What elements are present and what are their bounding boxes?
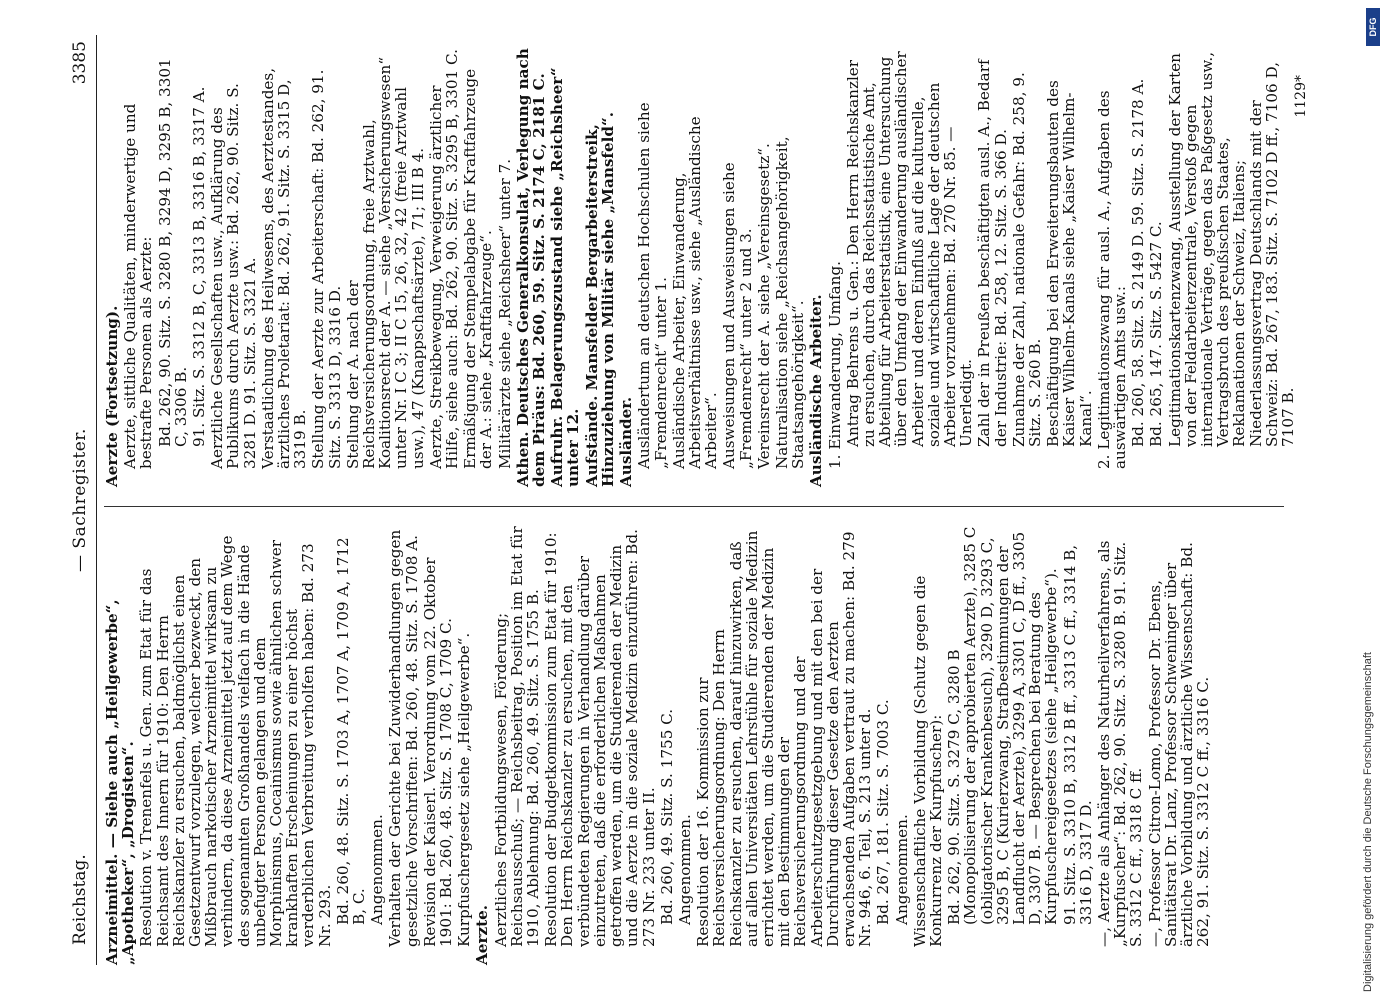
rotated-text-block bbox=[68, 35, 1358, 965]
column1-entry: Kurpfuschergesetz siehe „Heilgewerbe“. bbox=[455, 632, 474, 947]
column1-entry: Aerzte. bbox=[473, 904, 492, 965]
column2-entry: 2. Legitimationszwang für ausl. A., Aufgaben des auswärtigen Amts usw.: bbox=[1094, 90, 1129, 469]
column1-entry: Aerztliches Fortbildungswesen, Förderung; Reichsausschuß; — Reichsbeitrag, Position im Etat für 1910, Ablehnung: Bd. 260, 49. Sitz. S. 1755 B. bbox=[491, 526, 543, 947]
column2-entry: Bd. 265, 147. Sitz. S. 5427 C. bbox=[1147, 221, 1166, 447]
column2-entry: Stellung der A. nach der Reichsversicherungsordnung, freie Arztwahl, Koalitionsrecht der A. — siehe „Versicherungswesen“ unter Nr. I C 3; II C 15, 26, 32, 42 (freie Arztwahl usw.), 47 (Knappschaftsärzte), 71; III B 4. bbox=[343, 56, 427, 469]
column1-entry: Bd. 267, 181. Sitz. S. 7003 C. bbox=[874, 699, 893, 925]
column2-entry: Vereinsrecht der A. siehe „Vereinsgesetz“. bbox=[754, 143, 773, 469]
column1-entry: —, Aerzte als Anhänger des Naturheilverfahrens, als „Kurpfuscher“: Bd. 262, 90. Sitz. S. 3280 B. 91. Sitz. S. 3312 C ff., 3318 C ff. bbox=[1094, 540, 1146, 947]
column2-entry: Ausweisungen und Ausweisungen siehe „Fremdenrecht“ unter 2 und 3. bbox=[720, 162, 755, 469]
column2-entry: Bd. 262, 90. Sitz. S. 3280 B, 3294 D, 3295 B, 3301 C, 3306 B. bbox=[155, 58, 190, 447]
running-head-left: Reichstag. bbox=[70, 854, 90, 945]
column1-entry: —, Professor Citron-Lomo, Professor Dr. Ebens, Sanitätsrat Dr. Lanz, Professor Schweninger über ärztliche Vorbildung und ärztliche Wissenschaft: Bd. 262, 91. Sitz. S. 3312 C ff., 3316 C. bbox=[1145, 542, 1213, 947]
column2-entry: 1. Einwanderung, Umfang. bbox=[825, 261, 844, 469]
column2-entry: Aerzte, Streikbewegung, Verweigerung ärztlicher Hilfe, siehe auch: Bd. 262, 90. Sitz. S. 3295 B, 3301 C. bbox=[426, 49, 462, 469]
column2-entry: Bd. 260, 58. Sitz. S. 2149 D. 59. Sitz. S. 2178 A. bbox=[1129, 78, 1148, 447]
column2-entry: Athen. Deutsches Generalkonsulat, Verlegung nach dem Piräus: Bd. 260, 59. Sitz. S. 2174 C, 2181 C. bbox=[513, 48, 549, 487]
column-right bbox=[104, 47, 1298, 487]
column2-entry: Ausländische Arbeiter, Einwanderung, Arbeitsverhältnisse usw., siehe „Ausländische Arbeiter“. bbox=[669, 116, 721, 469]
running-head bbox=[68, 35, 97, 965]
column-divider bbox=[104, 506, 1284, 507]
column2-entry: Naturalisation siehe „Reichsangehörigkeit, Staatsangehörigkeit“. bbox=[772, 136, 808, 469]
page-number: 3385 bbox=[70, 41, 90, 85]
running-head-title: — Sachregister. bbox=[70, 428, 90, 572]
column1-entry: Arzneimittel. — Siehe auch „Heilgewerbe“, „Apotheker“, „Drogisten“. bbox=[103, 599, 138, 965]
sheet-signature: 1129* bbox=[1293, 75, 1309, 118]
column2-entry: Militärärzte siehe „Reichsheer“ unter 7. bbox=[495, 158, 514, 469]
column-left bbox=[104, 525, 1213, 965]
column2-entry: 91. Sitz. S. 3312 B, C, 3313 B, 3316 B, 3317 A. bbox=[190, 86, 209, 447]
column2-entry: Aufruhr. Belagerungszustand siehe „Reichsheer“ unter 12. bbox=[548, 67, 583, 487]
column2-entry: Beschäftigung bei den Erweiterungsbauten des Kaiser Wilhelm-Kanals siehe „Kaiser Wilhelm-Kanal“. bbox=[1044, 80, 1095, 447]
column1-entry: Angenommen. bbox=[892, 814, 911, 925]
column2-entry: Zunahme der Zahl, nationale Gefahr: Bd. 258, 9. Sitz. S. 260 B. bbox=[1009, 72, 1044, 447]
column2-entry: Ausländertum an deutschen Hochschulen siehe „Fremdenrecht“ unter 1. bbox=[635, 102, 670, 469]
column1-entry: Resolution v. Trenenfels u. Gen. zum Etat für das Reichsamt des Innern für 1910: Den Herrn Reichskanzler zu ersuchen, baldmöglichst einen Gesetzentwurf vorzulegen, welcher bezweckt, den Mißbrauch narkotischer Arzneimittel wirksam zu verhindern, da diese Arzneimittel jetzt auf dem Wege des sogenannten Großhandels vielfach in die Hände unbefugter Personen gelangen und dem Morphinismus, Cocainismus sowie ähnlichen schwer krankhaften Erscheinungen zu einer höchst verderblichen Verbreitung verholfen haben: Bd. 273 Nr. 293. bbox=[137, 535, 334, 947]
margin-credit bbox=[1362, 8, 1380, 992]
column2-entry: Ermäßigung der Stempelabgabe für Kraftfahrzeuge der A.: siehe „Kraftfahrzeuge“. bbox=[461, 68, 496, 469]
column1-entry: 91. Sitz. S. 3310 B, 3312 B ff., 3313 C ff., 3314 B, 3316 D, 3317 D. bbox=[1060, 544, 1095, 925]
column2-entry: Ausländische Arbeiter. bbox=[807, 294, 826, 487]
column2-entry: Antrag Behrens u. Gen.: Den Herrn Reichskanzler zu ersuchen, durch das Reichsstatistische Amt, Abteilung für Arbeiterstatistik, eine Untersuchung über den Umfang der Einwanderung ausländischer Arbeiter und deren Einfluß auf die kulturelle, soziale und wirtschaftliche Lage der deutschen Arbeiter vorzunehmen: Bd. 270 Nr. 85. — Unerledigt. bbox=[843, 51, 976, 447]
column2-entry: Verstaatlichung des Heilwesens, des Aerztestandes, ärztliches Proletariat: Bd. 262, 91. Sitz. S. 3315 D, 3319 B. bbox=[258, 67, 310, 469]
column1-entry: Revision der Kaiserl. Verordnung vom 22. Oktober 1901: Bd. 260, 48. Sitz. S. 1708 C, 1709 C. bbox=[420, 557, 456, 947]
column1-entry: Angenommen. bbox=[675, 814, 694, 925]
column1-entry: Resolution der Budgetkommission zum Etat für 1910: Den Herrn Reichskanzler zu ersuchen, mit den verbündeten Regierungen in Verhandlung darüber einzutreten, daß die erforderlichen Maßnahmen getroffen werden, um die Studierenden der Medizin und die Aerzte in die soziale Medizin einzuführen: Bd. 273 Nr. 233 unter II. bbox=[542, 529, 658, 947]
column1-entry: Wissenschaftliche Vorbildung (Schutz gegen die Konkurrenz der Kurpfuscher): bbox=[910, 575, 945, 947]
column1-entry: Resolution der 16. Kommission zur Reichsversicherungsordnung: Den Herrn Reichskanzler zu ersuchen, darauf hinzuwirken, daß auf allen Universitäten Lehrstühle für soziale Medizin errichtet werden, um die Studierenden der Medizin mit den Bestimmungen der Reichsversicherungsordnung und der Arbeiterschutzgesetzgebung und mit den bei der Durchführung dieser Gesetze den Aerzten erwachsenden Aufgaben vertraut zu machen: Bd. 279 Nr. 946, 6. Teil, S. 213 unter d. bbox=[694, 530, 875, 947]
column2-entry: Zahl der in Preußen beschäftigten ausl. A., Bedarf der Industrie: Bd. 258, 12. Sitz. S. 366 D. bbox=[975, 59, 1010, 447]
column1-entry: Verhalten der Gerichte bei Zuwiderhandlungen gegen gesetzliche Vorschriften: Bd. 260, 48. Sitz. S. 1708 A. bbox=[386, 529, 421, 947]
column2-entry: Aerztliche Gesellschaften usw., Aufklärung des Publikums durch Aerzte usw.: Bd. 262, 90. Sitz. S. 3281 D. 91. Sitz. S. 3321 A. bbox=[208, 83, 259, 469]
column2-entry: Legitimationskartenzwang, Ausstellung der Karten von der Feldarbeiterzentrale, Verstoß gegen internationale Verträge, gegen das Paßgesetz usw., Vertragsbruch des preußischen Staates, Reklamationen der Schweiz, Italiens; Niederlassungsvertrag Deutschlands mit der Schweiz: Bd. 267, 183. Sitz. S. 7102 D ff., 7106 D, 7107 B. bbox=[1165, 51, 1298, 447]
column2-entry: Stellung der Aerzte zur Arbeiterschaft: Bd. 262, 91. Sitz. S. 3313 D, 3316 D. bbox=[309, 69, 344, 469]
column2-entry: Aerzte (Fortsetzung). bbox=[103, 305, 121, 487]
column1-entry: Bd. 262, 90. Sitz. S. 3279 C, 3280 B (Monopolisierung der approbierten Aerzte), 3285 C (obligatorischer Krankenbesuch), 3290 D, 3293 C, 3295 B, C (Kurierzwang, Strafbestimmungen der Landflucht der Aerzte), 3299 A, 3301 C, D ff., 3305 D, 3307 B. — Besprechen bei Beratung des Kurpfuschereigesetzes (siehe „Heilgewerbe“). bbox=[945, 526, 1061, 925]
dfg-logo: DFG bbox=[1366, 8, 1380, 46]
column2-entry: Aufstände. Mansfelder Bergarbeiterstreik, Hinzuziehung von Militär siehe „Mansfeld“. bbox=[582, 111, 617, 487]
column2-entry: Aerzte, sittliche Qualitäten, minderwertige und bestrafte Personen als Aerzte: bbox=[121, 103, 156, 469]
column2-entry: Ausländer. bbox=[617, 396, 636, 487]
column1-entry: Bd. 260, 49. Sitz. S. 1755 C. bbox=[657, 708, 676, 925]
column1-entry: Bd. 260, 48. Sitz. S. 1703 A, 1707 A, 1709 A, 1712 B, C. bbox=[333, 537, 369, 925]
dfg-credit-text: Digitalisierung gefördert durch die Deutsche Forschungsgemeinschaft bbox=[1362, 652, 1374, 992]
column1-entry: Angenommen. bbox=[368, 814, 387, 925]
